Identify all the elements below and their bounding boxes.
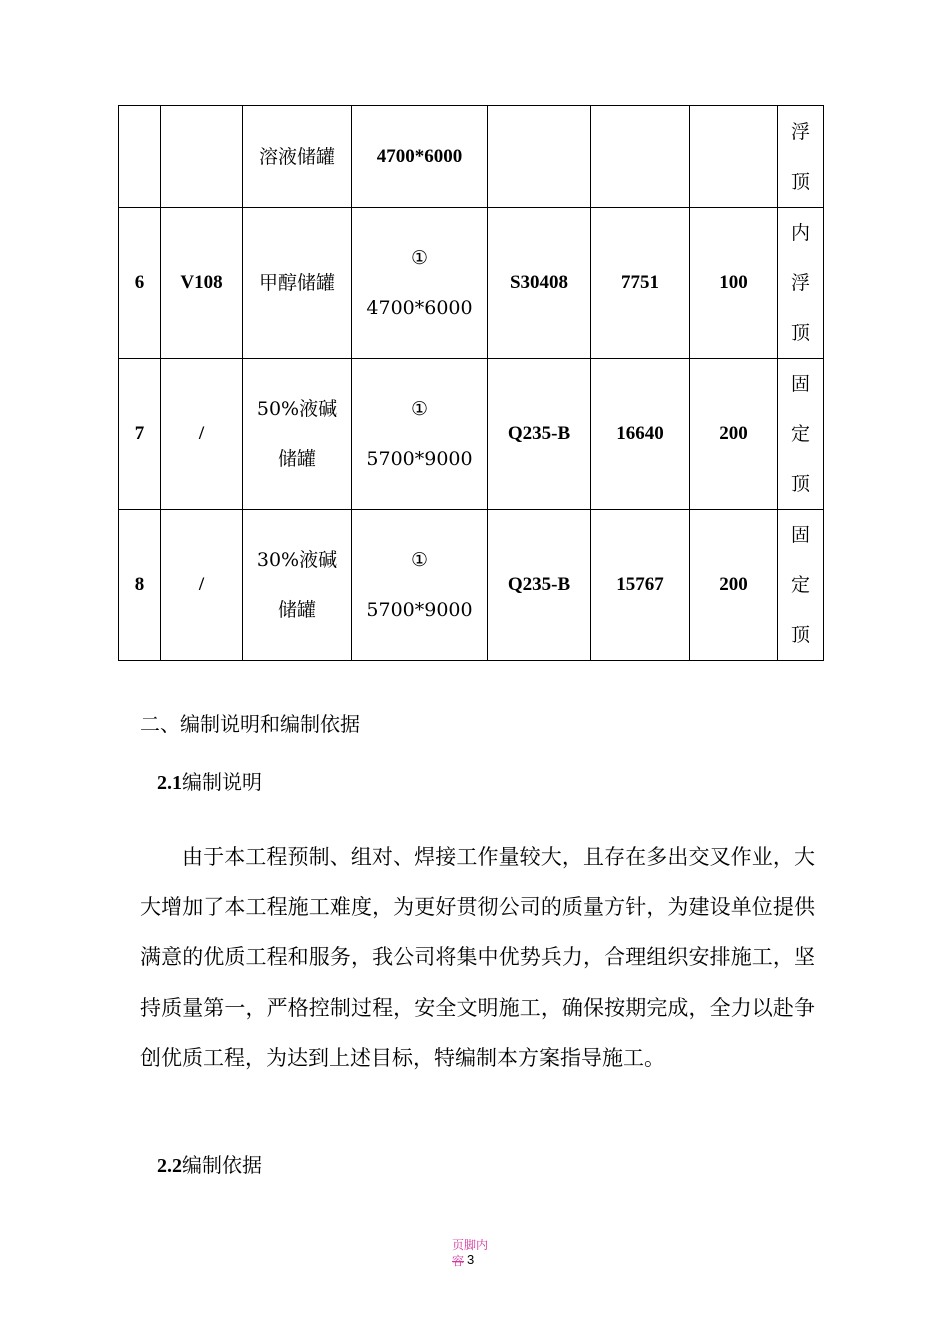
subsection-number: 2.2 [157, 1155, 182, 1177]
cell-weight: 16640 [591, 359, 690, 510]
cell-no [119, 106, 161, 208]
name-line: 甲醇储罐 [258, 272, 335, 294]
cell-size [352, 106, 488, 208]
cell-size [352, 510, 488, 661]
roof-char: 顶 [790, 473, 810, 495]
cell-material: Q235-B [488, 510, 591, 661]
cell-no: 6 [119, 208, 161, 359]
cell-roof [778, 208, 824, 359]
subsection-heading-2-1 [157, 766, 262, 795]
name-line: 溶液储罐 [258, 145, 335, 168]
footer-label-line2: 容 [452, 1254, 465, 1268]
name-line: 30%液碱 [256, 549, 338, 571]
cell-material [488, 106, 591, 208]
cell-roof [778, 510, 824, 661]
roof-char: 浮 [790, 272, 810, 294]
roof-char: 内 [790, 222, 810, 244]
cell-roof [778, 106, 824, 208]
cell-weight: 15767 [591, 510, 690, 661]
cell-pressure: 100 [690, 208, 778, 359]
table-row [119, 510, 824, 661]
size-line: 5700*9000 [366, 448, 473, 470]
size-line: 5700*9000 [366, 599, 473, 621]
roof-char: 固 [790, 524, 810, 546]
page-number: 3 [467, 1252, 475, 1267]
size-mark: ① [410, 247, 429, 269]
equipment-table [118, 105, 824, 661]
roof-char: 固 [790, 373, 810, 395]
cell-code: V108 [161, 208, 243, 359]
cell-pressure [690, 106, 778, 208]
size-line: 4700*6000 [376, 145, 463, 167]
roof-char: 定 [790, 574, 810, 596]
cell-roof [778, 359, 824, 510]
cell-pressure: 200 [690, 359, 778, 510]
roof-char: 顶 [790, 170, 810, 193]
roof-char: 定 [790, 423, 810, 445]
section-heading: 二、编制说明和编制依据 [140, 712, 360, 736]
name-line: 50%液碱 [256, 398, 338, 420]
cell-no: 7 [119, 359, 161, 510]
cell-weight [591, 106, 690, 208]
cell-name [243, 208, 352, 359]
roof-char: 浮 [790, 120, 810, 143]
subsection-number: 2.1 [157, 772, 182, 794]
roof-char: 顶 [790, 322, 810, 344]
cell-size [352, 208, 488, 359]
subsection-title: 编制说明 [182, 770, 262, 794]
table-row [119, 359, 824, 510]
size-line: 4700*6000 [366, 297, 473, 319]
table-row [119, 208, 824, 359]
body-paragraph: 由于本工程预制、组对、焊接工作量较大，且存在多出交叉作业，大大增加了本工程施工难度，为更好贯彻公司的质量方针，为建设单位提供满意的优质工程和服务，我公司将集中优势兵力，合理组织安排施工，坚持质量第一，严格控制过程，安全文明施工，确保按期完成，全力以赴争创优质工程，为达到上述目标，特编制本方案指导施工。 [140, 845, 815, 1070]
cell-weight: 7751 [591, 208, 690, 359]
size-mark: ① [410, 398, 429, 420]
subsection-heading-2-2 [157, 1149, 262, 1178]
cell-code: / [161, 510, 243, 661]
cell-no: 8 [119, 510, 161, 661]
cell-code: / [161, 359, 243, 510]
subsection-title: 编制依据 [182, 1153, 262, 1177]
cell-code [161, 106, 243, 208]
cell-name [243, 359, 352, 510]
size-mark: ① [410, 549, 429, 571]
cell-material: S30408 [488, 208, 591, 359]
cell-name [243, 106, 352, 208]
cell-material: Q235-B [488, 359, 591, 510]
name-line: 储罐 [277, 599, 316, 621]
footer-label-line1: 页脚内 [452, 1238, 489, 1252]
name-line: 储罐 [277, 448, 316, 470]
cell-name [243, 510, 352, 661]
cell-pressure: 200 [690, 510, 778, 661]
cell-size [352, 359, 488, 510]
roof-char: 顶 [790, 624, 810, 646]
table-row [119, 106, 824, 208]
